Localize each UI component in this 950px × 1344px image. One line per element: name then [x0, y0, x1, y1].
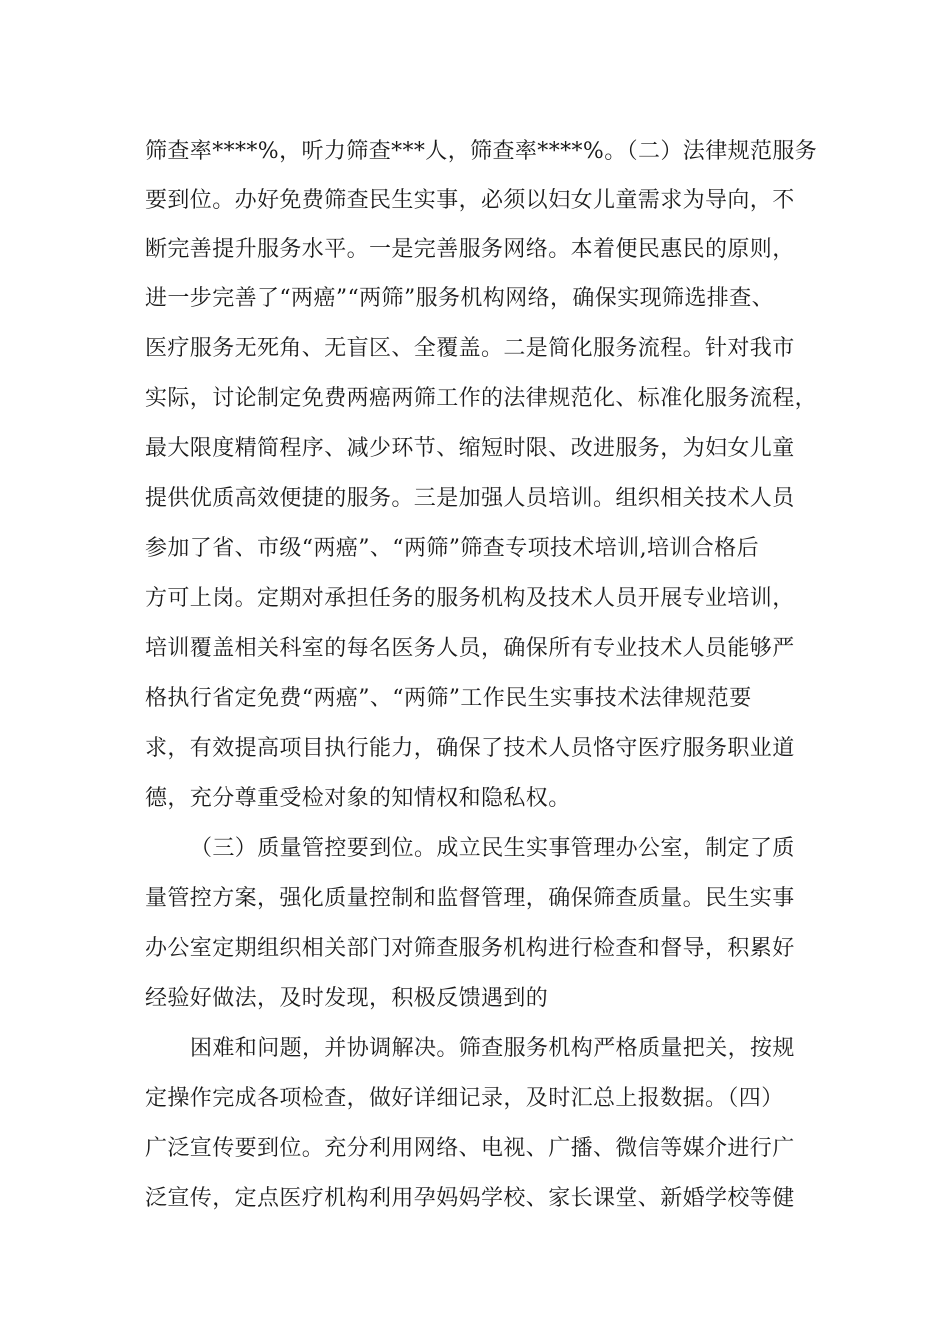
text-line: 断完善提升服务水平。一是完善服务网络。本着便民惠民的原则，: [145, 237, 795, 262]
text-line: 参加了省、市级“两癌”、“两筛”筛查专项技术培训,培训合格后: [145, 536, 759, 561]
text-line: 定操作完成各项检查，做好详细记录，及时汇总上报数据。（四）: [145, 1086, 784, 1111]
paragraph-first-line: 困难和问题，并协调解决。筛查服务机构严格质量把关，按规: [190, 1036, 795, 1061]
text-line: 进一步完善了“两癌”“两筛”服务机构网络，确保实现筛选排查、: [145, 286, 774, 311]
text-line: 泛宣传，定点医疗机构利用孕妈妈学校、家长课堂、新婚学校等健: [145, 1186, 795, 1211]
text-line: 最大限度精简程序、减少环节、缩短时限、改进服务，为妇女儿童: [145, 436, 795, 461]
text-line: 办公室定期组织相关部门对筛查服务机构进行检查和督导，积累好: [145, 936, 795, 961]
text-line: 培训覆盖相关科室的每名医务人员，确保所有专业技术人员能够严: [145, 636, 795, 661]
text-line: 筛查率****%，听力筛查***人，筛查率****%。（二）法律规范服务: [145, 139, 818, 164]
paragraph-first-line: （三）质量管控要到位。成立民生实事管理办公室，制定了质: [190, 836, 795, 861]
text-line: 实际，讨论制定免费两癌两筛工作的法律规范化、标准化服务流程，: [145, 386, 818, 411]
text-line: 量管控方案，强化质量控制和监督管理，确保筛查质量。民生实事: [145, 886, 795, 911]
text-line: 德，充分尊重受检对象的知情权和隐私权。: [145, 786, 571, 811]
text-line: 方可上岗。定期对承担任务的服务机构及技术人员开展专业培训，: [145, 586, 795, 611]
text-line: 要到位。办好免费筛查民生实事，必须以妇女儿童需求为导向，不: [145, 188, 795, 213]
text-line: 医疗服务无死角、无盲区、全覆盖。二是简化服务流程。针对我市: [145, 336, 795, 361]
text-line: 求，有效提高项目执行能力，确保了技术人员恪守医疗服务职业道: [145, 736, 795, 761]
text-line: 广泛宣传要到位。充分利用网络、电视、广播、微信等媒介进行广: [145, 1136, 795, 1161]
text-line: 提供优质高效便捷的服务。三是加强人员培训。组织相关技术人员: [145, 486, 795, 511]
text-line: 格执行省定免费“两癌”、“两筛”工作民生实事技术法律规范要: [145, 686, 752, 711]
text-line: 经验好做法，及时发现，积极反馈遇到的: [145, 986, 549, 1011]
